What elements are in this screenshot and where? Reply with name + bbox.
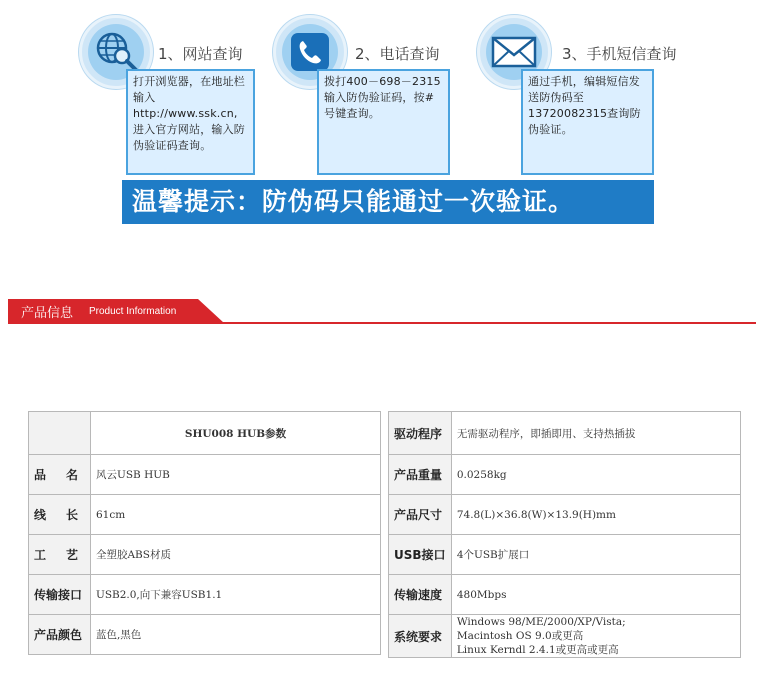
spec-label-char: 名 [65, 468, 78, 482]
spec-value: 4个USB扩展口 [451, 535, 740, 575]
spec-value: 61cm [90, 495, 380, 535]
spec-label [29, 535, 91, 575]
spec-label [29, 495, 91, 535]
method-title: 3、手机短信查询 [562, 45, 677, 63]
table-cell-blank [29, 412, 91, 455]
table-row [389, 412, 741, 455]
spec-label-text [34, 546, 78, 563]
spec-label-char: 品 [34, 468, 47, 482]
spec-value: 480Mbps [451, 575, 740, 615]
table-row [29, 455, 381, 495]
spec-value: 无需驱动程序，即插即用、支持热插拔 [451, 412, 740, 455]
table-row [389, 575, 741, 615]
spec-value: 风云USB HUB [90, 455, 380, 495]
spec-label: 产品颜色 [29, 615, 91, 655]
spec-label: 传输接口 [29, 575, 91, 615]
system-requirement-line: Linux Kerndl 2.4.1或更高或更高 [456, 644, 619, 656]
table-row [29, 615, 381, 655]
table-row [29, 412, 381, 455]
system-requirement-line: Macintosh OS 9.0或更高 [456, 630, 584, 642]
method-title: 1、网站查询 [158, 45, 243, 63]
spec-value: USB2.0,向下兼容USB1.1 [90, 575, 380, 615]
spec-table-left [28, 411, 381, 655]
spec-label: 产品重量 [389, 455, 452, 495]
spec-label: 传输速度 [389, 575, 452, 615]
method-description: 拨打400－698－2315输入防伪验证码，按#号键查询。 [317, 69, 450, 175]
spec-value: 74.8(L)×36.8(W)×13.9(H)mm [451, 495, 740, 535]
spec-table-title: SHU008 HUB参数 [90, 412, 380, 455]
system-requirement-line: Windows 98/ME/2000/XP/Vista; [456, 616, 626, 628]
spec-label: 系统要求 [389, 615, 452, 658]
table-row [389, 495, 741, 535]
table-row [389, 455, 741, 495]
table-row [29, 535, 381, 575]
spec-value: 0.0258kg [451, 455, 740, 495]
spec-value: 蓝色,黑色 [90, 615, 380, 655]
method-title: 2、电话查询 [355, 45, 440, 63]
method-description: 打开浏览器，在地址栏输入http://www.ssk.cn,进入官方网站，输入防伪验证码查询。 [126, 69, 255, 175]
spec-label: USB接口 [389, 535, 452, 575]
spec-value-system [451, 615, 740, 658]
spec-label-char: 艺 [65, 548, 78, 562]
table-row [29, 495, 381, 535]
table-row [389, 535, 741, 575]
spec-label [29, 455, 91, 495]
spec-label-char: 线 [34, 508, 47, 522]
spec-label: 产品尺寸 [389, 495, 452, 535]
section-title-en: Product Information [89, 306, 177, 317]
spec-value: 全塑胶ABS材质 [90, 535, 380, 575]
spec-label-text [34, 466, 78, 483]
table-row [389, 615, 741, 658]
spec-label-char: 长 [65, 508, 78, 522]
spec-label-char: 工 [34, 548, 47, 562]
section-header [8, 299, 756, 324]
table-row [29, 575, 381, 615]
section-divider [8, 322, 756, 324]
spec-label-text [34, 506, 78, 523]
spec-label: 驱动程序 [389, 412, 452, 455]
section-title-cn: 产品信息 [21, 306, 74, 321]
spec-table-right [388, 411, 741, 658]
method-description: 通过手机，编辑短信发送防伪码至13720082315查询防伪验证。 [521, 69, 654, 175]
tip-banner: 温馨提示：防伪码只能通过一次验证。 [122, 180, 654, 224]
